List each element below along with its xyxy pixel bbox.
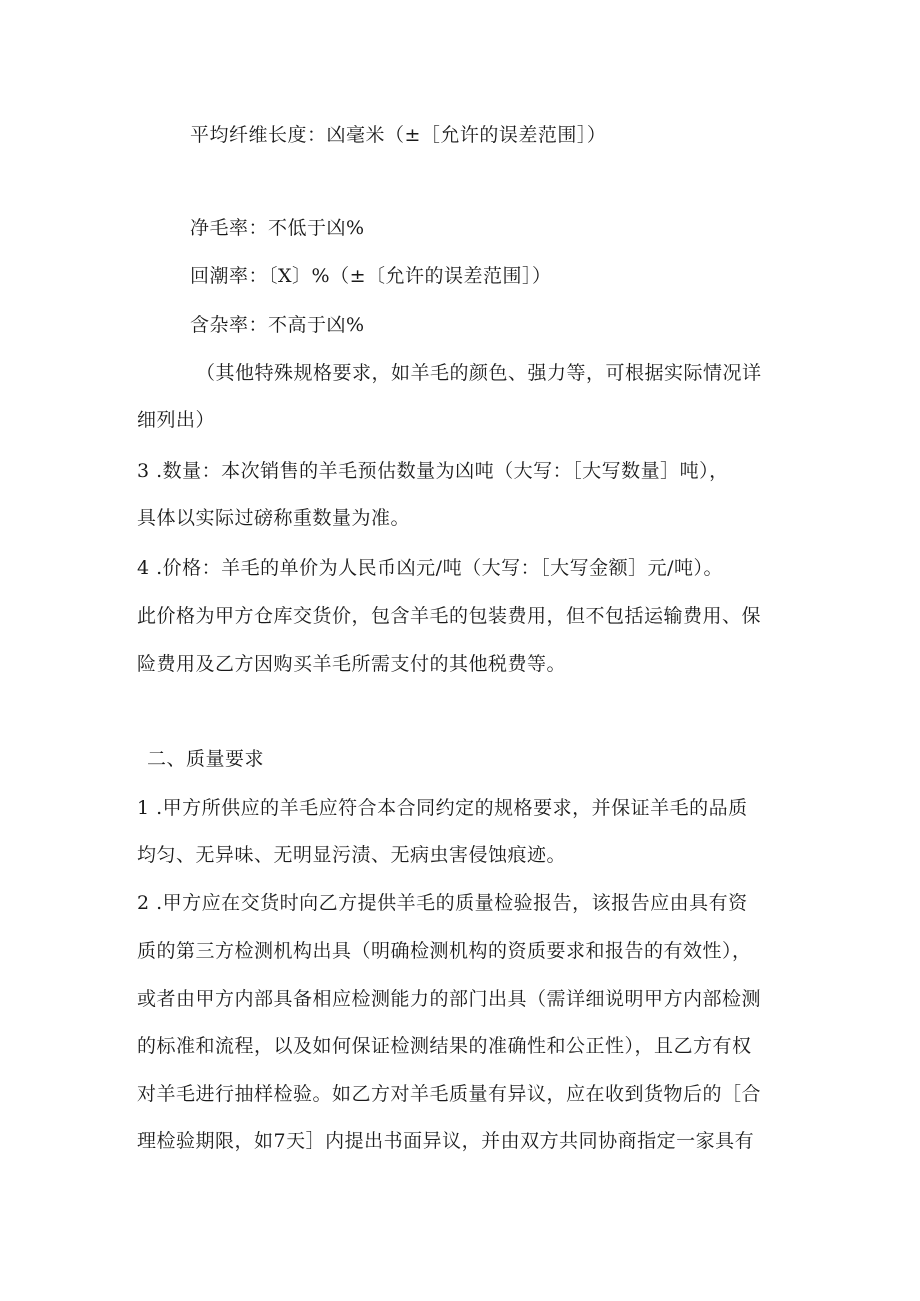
spec-fiber-length: 平均纤维长度：凶毫米（±［允许的误差范围］） [190,124,607,146]
quality-item2-line: 理检验期限，如7天］内提出书面异议，并由双方共同协商指定一家具有 [137,1130,755,1152]
spec-other-note-line: （其他特殊规格要求，如羊毛的颜色、强力等，可根据实际情况详 [196,362,762,384]
quality-item2-line: 质的第三方检测机构出具（明确检测机构的资质要求和报告的有效性）， [137,940,752,962]
spec-impurity-rate: 含杂率：不高于凶% [190,314,365,336]
quantity-clause-line: 3 .数量：本次销售的羊毛预估数量为凶吨（大写：［大写数量］吨）， [137,460,729,482]
price-clause-line: 此价格为甲方仓库交货价，包含羊毛的包装费用，但不包括运输费用、保 [137,605,762,627]
quality-item2-line: 的标准和流程，以及如何保证检测结果的准确性和公正性），且乙方有权 [137,1035,752,1057]
quality-item2-line: 或者由甲方内部具备相应检测能力的部门出具（需详细说明甲方内部检测 [137,988,762,1010]
quality-item2-line: 对羊毛进行抽样检验。如乙方对羊毛质量有异议，应在收到货物后的［合 [137,1083,762,1105]
quality-item1-line: 1 .甲方所供应的羊毛应符合本合同约定的规格要求，并保证羊毛的品质 [137,797,748,819]
spec-other-note-line: 细列出） [137,409,216,431]
quality-item2-line: 2 .甲方应在交货时向乙方提供羊毛的质量检验报告，该报告应由具有资 [137,892,748,914]
price-clause-line: 险费用及乙方因购买羊毛所需支付的其他税费等。 [137,653,567,675]
quantity-clause-line: 具体以实际过磅称重数量为准。 [137,507,411,529]
section-heading-quality: 二、质量要求 [147,748,265,770]
spec-net-wool-rate: 净毛率：不低于凶% [190,217,365,239]
spec-moisture-regain: 回潮率：〔X〕%（±〔允许的误差范围］） [190,265,552,287]
quality-item1-line: 均匀、无异味、无明显污渍、无病虫害侵蚀痕迹。 [137,844,567,866]
price-clause-line: 4 .价格：羊毛的单价为人民币凶元/吨（大写：［大写金额］元/吨）。 [137,557,723,579]
